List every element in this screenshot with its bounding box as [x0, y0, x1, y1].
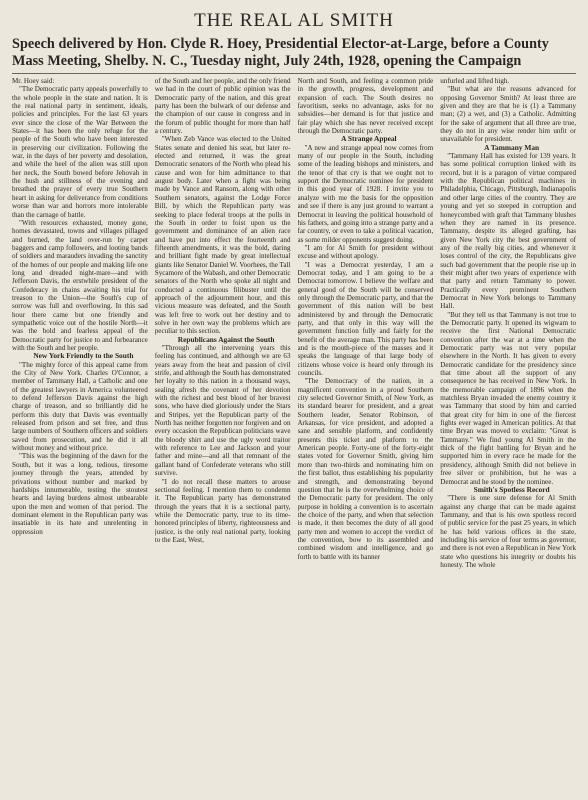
column-1 — [12, 77, 148, 775]
paragraph: "The Democracy of the nation, in a magnificent convention in a proud Southern city selected Governor Smith, of New York, as its standard bearer for president, and a great Southern leader, Senator Robinson, of Arkansas, for vice president, and adopted a sane and sensible platform, and confidently presents this ticket and platform to the American people. Forty-one of the forty-eight states voted for Governor Smith, giving him more than two-thirds and nominating him on the first ballot, thus establishing his popularity and strength, and demonstrating beyond question that he is the overwhelming choice of the Democratic party for president. The only purpose in holding a convention is to ascertain the choice of the party, and when that selection is made, it then becomes the duty of all good party men and women to accept the verdict of the convention, bow to its assembled and combined wisdom and intelligence, and go forth to battle with its banner — [297, 377, 434, 561]
paragraph: "I was a Democrat yesterday, I am a Democrat today, and I am going to be a Democrat tomorrow. I believe the welfare and general good of the South will be conserved only through the Democratic party, and that the government of this nation will be best administered by and through the Democratic party, and that only in this way will the government function fully and fairly for the benefit of the average man. This party has been and is the mouth-piece of the masses and it speaks the language of that large body of citizens whose voice is heard only through its councils. — [297, 260, 434, 378]
column-3 — [298, 77, 434, 775]
section-heading: A Tammany Man — [484, 142, 540, 152]
paragraph: "This was the beginning of the dawn for the South, but it was a long, tedious, tiresome journey through the years, attended by privations without number and marked by hardships innumerable, testing the stoutest hearts and laying burdens almost unbearable upon the men and women of that period. The dominant element in the Republican party was insatiable in its hate and unrelenting in oppression — [12, 452, 148, 536]
headline: THE REAL AL SMITH — [194, 10, 394, 31]
paragraph: "I am for Al Smith for president without excuse and without apology. — [297, 243, 434, 261]
paragraph: Mr. Hoey said: — [12, 77, 55, 85]
paragraph: "Through all the intervening years this feeling has continued, and although we are 63 years away from the heat and passion of civil strife, and although the South has demonstrated her loyalty to this nation in a thousand ways, sealing afresh the covenant of her devotion with the richest and best blood of her bravest sons, who have died gloriously under the Stars and Stripes, yet the Republican party of the North has neither forgotten nor forgiven and on every occasion the Republican politicians wave the bloody shirt and use the ugly word traitor with reference to Lee and Jackson and your father and mine—and all that remnant of the gallant band of Confederate veterans who still survive. — [154, 344, 291, 478]
paragraph: of the South and her people, and the only friend we had in the court of public opinion was the Democratic party of the nation, and this great party has been the bulwark of our defense and the champion of our cause in congress and in the forum of public thought for more than half a century. — [154, 77, 291, 136]
subheadline: Speech delivered by Hon. Clyde R. Hoey, Presidential Elector-at-Large, before a County Mass Meeting, Shelby. N. C., Tuesday night, July 24th, 1928, opening the Campaign — [12, 36, 549, 69]
paragraph: "A new and strange appeal now comes from many of our people in the South, including some of the leading bishops and ministers, and the tenor of that cry is that we ought not to support the Democratic nominee for president in this good year of 1928. I invite you to analyze with me the basis for the opposition and see if there is any just ground to warrant a Democrat in leaving the political household of his fathers, and going into a strange party and a far country, or even to take a political vacation, as some milder opponents suggest doing. — [297, 143, 434, 244]
section-heading: A Strange Appeal — [341, 134, 397, 144]
article-columns — [12, 77, 576, 775]
paragraph: "I do not recall these matters to arouse sectional feeling. I mention them to condemn it. The Republican party has demonstrated through the years that it is a sectional party, while the Democratic party, true to its time-honored principles of liberty, righteousness and justice, is the only real national party, looking to the East, West, — [154, 477, 291, 544]
section-heading: New York Friendly to the South — [33, 351, 134, 361]
paragraph: "With resources exhausted, money gone, homes devastated, towns and villages pillaged and burned, the land over-run by carpet baggers and camp followers, and looting bands of soldiers and marauders invading the sanctity of the homes of our people and making life one long and dreaded night-mare—and with Jefferson Davis, the erstwhile president of the Confederacy in chains awaiting his trial for treason to the Union—the South's cup of sorrow was full and overflowing. In this sad hour there came but one friendly and sympathetic voice out of the hostile North—it was the bold and fearless appeal of the Democratic party for justice to and forbearance with the South and her people. — [12, 218, 148, 352]
paragraph: "But they tell us that Tammany is not true to the Democratic party. It opened its wigwam to receive the first National Democratic convention after the war at a time when the Democratic party was not very popular elsewhere in the North. It has given to every Democratic candidate for the presidency since that time about all the support of any consequence he has received in New York. In the memorable campaign of 1896 when the matchless Bryan invaded the enemy country it was Tammany that stood by him and carried that great city for him in one of the fiercest fights ever waged in American politics. At that time Bryan was moved to exclaim: "Great is Tammany." We find young Al Smith in the thick of the fight battling for Bryan and he supported him in every race he made for the presidency, although Smith did not believe in free silver or prohibition, but he was a Democrat and he stood by the nominee. — [440, 310, 576, 486]
section-heading: Republicans Against the South — [177, 334, 275, 344]
paragraph: North and South, and feeling a common pride in the growth, progress, development and expansion of each. The South desires no favoritism, seeks no advantage, asks for no subsidies—her demand is for that justice and fair play which she has never received except through the Democratic party. — [297, 77, 434, 136]
section-heading: Smith's Spotless Record — [473, 484, 550, 494]
divider-rule — [12, 73, 576, 74]
paragraph: "There is one sure defense for Al Smith against any charge that can be made against Tammany, and that is his own spotless record of public service for the past 25 years, in which he has held various offices in the state, including his service of four terms as governor, and there is not even a Republican in New York state who questions his integrity or doubts his honesty. The whole — [440, 494, 576, 569]
paragraph: unfurled and lifted high. — [440, 77, 510, 85]
paragraph: "When Zeb Vance was elected to the United States senate and denied his seat, but later re-elected and returned, it was the great Democratic senators of the North who plead his cause and won for him admittance to that august body. Later when a fight was being made by Vance and Ransom, along with other Southern senators, against the Lodge Force Bill, by which the Republican party was seeking to place federal troops at the polls in the South in order to foist upon us the government and dominance of an alien race and have put into effect the fourteenth and fifteenth amendments, it was the bold, daring and brilliant fight made by great intellectual giants like Senator Daniel W. Voorhees, the Tall Sycamore of the Wabash, and other Democratic senators of the North who spoke all night and conducted a continuous filibuster until the approach of the adjournment hour, and this vicious measure was defeated, and the South was left free to work out her destiny and to solve in her own way the problems which are peculiar to this section. — [154, 135, 291, 336]
column-4 — [440, 77, 576, 775]
paragraph: "The mighty force of this appeal came from the City of New York. Charles O'Connor, a member of Tammany Hall, a Catholic and one of the greatest lawyers in America volunteered to defend Jefferson Davis against the high charge of treason, and so brilliantly did he perform this duty that Davis was eventually released from prison and set free, and thus large numbers of Southern officers and soldiers saved from prosecution, and he did it all without money and without price. — [12, 360, 148, 453]
paragraph: "But what are the reasons advanced for opposing Governor Smith? At least three are given and they are that he is (1) a Tammany man; (2) a wet, and (3) a Catholic. Admitting for the sake of argument that all three are true, they do not in any wise render him unfit or unavailable for president. — [440, 85, 576, 144]
column-2 — [155, 77, 291, 775]
paragraph: "The Democratic party appeals powerfully to the whole people in the state and nation. It is the real national party in sentiment, ideals, policies and principles. For the last 63 years ever since the close of the War Between the States—it has been the only refuge for the people of the South who have been interested in preserving our civilization. Following the war, in the days of her poverty and desolation, and while the heel of the alien was still upon her neck, the South bowed before Jehovah in the hush and stillness of the evening and breathed the prayer of every true Southern heart in asking for deliverance from conditions worse than war and horrors more intolerable than the carnage of battle. — [12, 85, 148, 219]
paragraph: "Tammany Hall has existed for 139 years. It has some political corruption linked with its record, but it is a paragon of virtue compared with the Republican political machines in Philadelphia, Chicago, Pittsburgh, Indianapolis and other large cities of the country. They are young and yet so steeped in corruption and honeycombed with graft that Tammany blushes when they are named in its presence. Tammany, despite its alleged grafting, has given New York city the best government of any of the really big cities, and whenever it loses control of the city, the Republicans give such bad government that the people rise up in their might after two years of experience with that party and return Tammany to power. Practically every prominent Southern Democrat in New York belongs to Tammany Hall. — [440, 152, 576, 311]
